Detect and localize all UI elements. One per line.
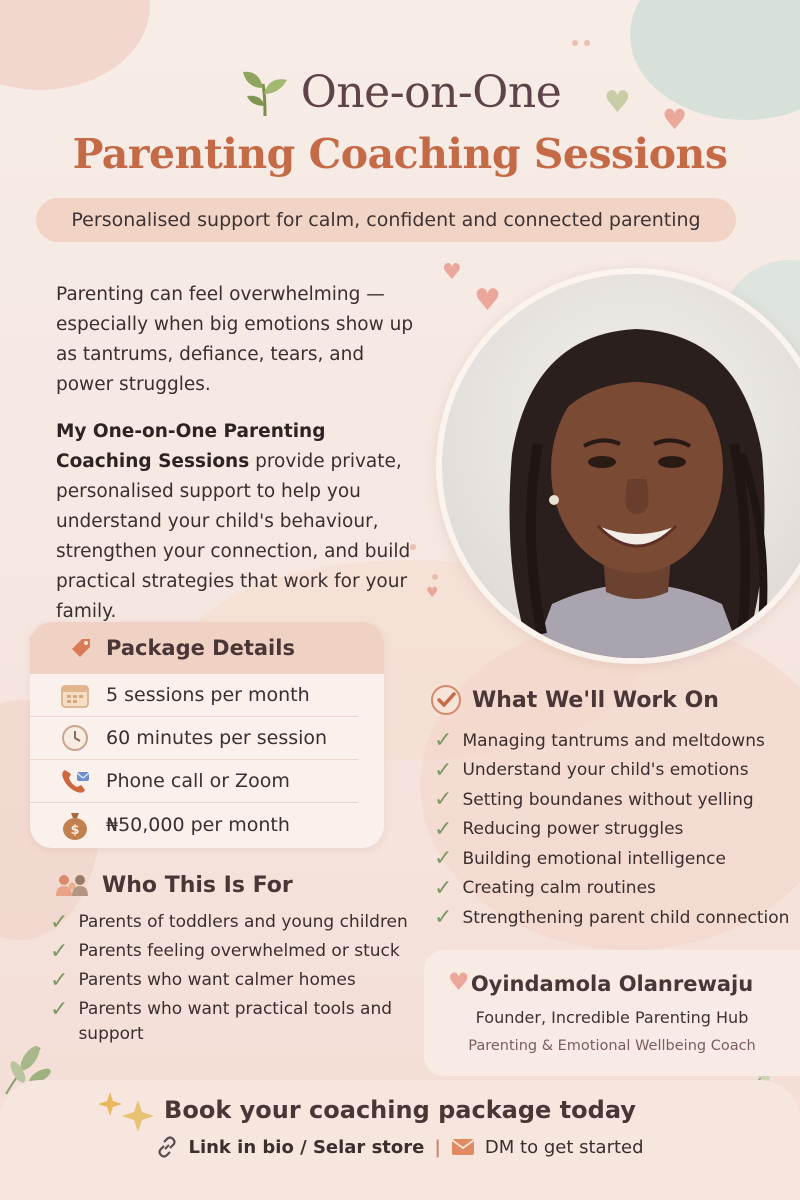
work-on-title: What We'll Work On	[472, 687, 719, 713]
link-in-bio[interactable]: Link in bio / Selar store	[188, 1136, 425, 1158]
work-on-list	[434, 726, 800, 933]
checkmark-icon: ✓	[50, 939, 69, 964]
package-item	[30, 674, 358, 717]
founder-role: Founder, Incredible Parenting Hub	[475, 1008, 749, 1027]
money-bag-icon	[58, 808, 92, 842]
intro-paragraph-2	[56, 417, 426, 627]
decorative-dot	[572, 40, 578, 46]
cta-title: Book your coaching package today	[164, 1096, 636, 1124]
seedling-icon	[239, 66, 291, 118]
phone-icon	[58, 764, 92, 798]
list-item	[50, 968, 430, 993]
checkmark-icon: ✓	[434, 816, 453, 842]
founder-tagline: Parenting & Emotional Wellbeing Coach	[468, 1038, 756, 1054]
list-item	[434, 844, 800, 874]
decorative-dot	[584, 40, 590, 46]
list-item-text: Strengthening parent child connection	[462, 907, 790, 928]
who-for-title: Who This Is For	[102, 872, 293, 898]
intro-paragraph-2-bold: My One-on-One Parenting Coaching Sessions	[56, 421, 326, 472]
heart-icon: ♥	[442, 260, 462, 285]
package-item-label: Phone call or Zoom	[106, 770, 290, 792]
list-item-text: Building emotional intelligence	[462, 848, 726, 869]
family-icon	[54, 872, 92, 898]
decorative-dot	[432, 574, 438, 580]
page-title-line2: Parenting Coaching Sessions	[72, 130, 728, 178]
checkmark-icon: ✓	[434, 905, 453, 931]
checkmark-icon: ✓	[50, 910, 69, 935]
subtitle-text: Personalised support for calm, confident and connected parenting	[71, 209, 701, 231]
list-item-text: Managing tantrums and meltdowns	[462, 730, 765, 751]
who-for-heading	[54, 872, 293, 898]
heart-icon: ♥	[448, 968, 470, 996]
checkmark-icon: ✓	[50, 968, 69, 993]
intro-paragraph-1: Parenting can feel overwhelming — especially when big emotions show up as tantrums, defiance, tears, and power struggles.	[56, 284, 414, 395]
work-on-heading	[430, 684, 719, 716]
cta-separator: |	[434, 1136, 441, 1158]
checkmark-icon: ✓	[434, 846, 453, 872]
list-item-text: Understand your child's emotions	[462, 760, 749, 781]
list-item	[434, 726, 800, 756]
checkmark-icon: ✓	[434, 728, 453, 754]
cta-footer	[0, 1080, 800, 1200]
list-item-text: Parents who want practical tools and support	[78, 999, 393, 1044]
mail-icon	[451, 1138, 475, 1156]
tag-icon	[68, 635, 94, 661]
heart-icon: ♥	[474, 283, 501, 318]
checkmark-icon: ✓	[434, 757, 453, 783]
subtitle-banner	[36, 198, 736, 242]
list-item	[434, 756, 800, 786]
title-row	[0, 66, 800, 122]
package-item-label: 5 sessions per month	[106, 684, 310, 706]
checkmark-icon: ✓	[50, 997, 69, 1022]
list-item-text: Parents feeling overwhelmed or stuck	[78, 941, 400, 961]
who-for-list	[50, 910, 430, 1051]
package-item-label: ₦50,000 per month	[106, 813, 290, 836]
list-item-text: Setting boundanes without yelling	[462, 789, 754, 810]
clock-icon	[58, 721, 92, 755]
intro-paragraph-2-rest: provide private, personalised support to help you understand your child's behaviour, strengthen your connection, and build practical strategies that work for your family.	[56, 451, 411, 622]
package-item	[30, 717, 358, 760]
dm-link[interactable]: DM to get started	[484, 1136, 644, 1158]
package-item-label: 60 minutes per session	[106, 727, 328, 749]
founder-card	[424, 950, 800, 1076]
list-item	[50, 997, 430, 1047]
list-item	[50, 910, 430, 935]
checkmark-icon: ✓	[434, 875, 453, 901]
list-item-text: Parents of toddlers and young children	[78, 912, 408, 932]
list-item	[434, 903, 800, 933]
svg-text:$: $	[70, 822, 80, 838]
list-item	[50, 939, 430, 964]
list-item-text: Creating calm routines	[462, 878, 656, 899]
founder-name: Oyindamola Olanrewaju	[470, 972, 754, 996]
list-item	[434, 785, 800, 815]
heart-icon: ♥	[662, 103, 688, 136]
package-details-card	[30, 622, 384, 848]
check-circle-icon	[430, 684, 462, 716]
list-item	[434, 815, 800, 845]
package-item	[30, 803, 358, 846]
calendar-icon	[58, 678, 92, 712]
package-details-header	[30, 622, 384, 674]
page-title-line1: One-on-One	[300, 66, 562, 118]
package-details-title: Package Details	[106, 636, 295, 660]
list-item	[434, 874, 800, 904]
link-icon	[156, 1136, 178, 1158]
heart-icon: ♥	[604, 85, 631, 120]
list-item-text: Parents who want calmer homes	[78, 970, 356, 990]
intro-text	[56, 280, 426, 627]
checkmark-icon: ✓	[434, 787, 453, 813]
heart-icon: ♥	[426, 585, 439, 601]
coach-portrait-image	[442, 274, 800, 658]
list-item-text: Reducing power struggles	[462, 819, 684, 840]
package-item	[30, 760, 358, 803]
cta-actions	[0, 1136, 800, 1158]
